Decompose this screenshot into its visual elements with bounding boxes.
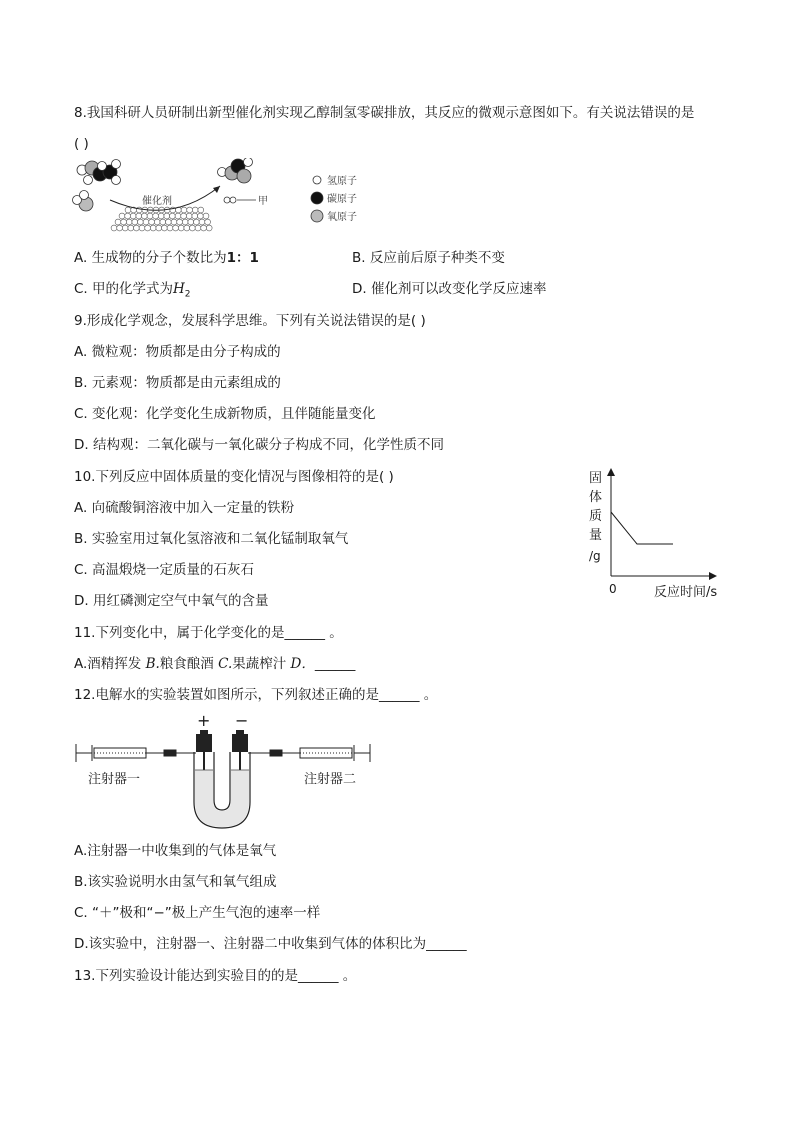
- graph-ylabel-4: 量: [589, 528, 603, 543]
- q10-option-b: B. 实验室用过氧化氢溶液和二氧化锰制取氧气: [74, 531, 349, 547]
- q9-option-d: D. 结构观：二氧化碳与一氧化碳分子构成不同，化学性质不同: [74, 437, 444, 453]
- catalyst-sphere: [175, 213, 181, 219]
- catalyst-sphere: [136, 213, 142, 219]
- legend-oxygen: 氧原子: [327, 212, 357, 223]
- catalyst-sphere: [160, 219, 166, 225]
- catalyst-sphere: [153, 213, 159, 219]
- catalyst-sphere: [187, 207, 193, 213]
- catalyst-sphere: [117, 225, 123, 231]
- catalyst-sphere: [156, 225, 162, 231]
- catalyst-label: 催化剂: [142, 196, 172, 207]
- catalyst-sphere: [190, 225, 196, 231]
- catalyst-sphere: [164, 213, 170, 219]
- q9-option-b: B. 元素观：物质都是由元素组成的: [74, 375, 281, 391]
- graph-curve: [611, 512, 673, 544]
- product-hydrogen: [224, 197, 236, 203]
- reactant-molecule-water: [73, 191, 94, 212]
- catalyst-sphere: [143, 219, 149, 225]
- q8-stem: 8.我国科研人员研制出新型催化剂实现乙醇制氢零碳排放，其反应的微观示意图如下。有关说法错误的是: [74, 105, 695, 121]
- q8-option-c-subscript: 2: [184, 289, 191, 300]
- catalyst-sphere: [147, 213, 153, 219]
- q12-stem: 12.电解水的实验装置如图所示，下列叙述正确的是______ 。: [74, 687, 438, 703]
- atom-legend: [311, 174, 357, 223]
- graph-ylabel-2: 体: [589, 490, 603, 505]
- catalyst-sphere: [125, 213, 131, 219]
- catalyst-sphere: [195, 225, 201, 231]
- catalyst-sphere: [173, 225, 179, 231]
- q10-option-a: A. 向硫酸铜溶液中加入一定量的铁粉: [74, 500, 295, 516]
- q11-option-c-letter: C.: [218, 656, 233, 672]
- reactant-molecule-ethanol: [77, 160, 121, 185]
- water: [195, 770, 249, 827]
- positive-electrode-sign: +: [197, 711, 211, 730]
- catalyst-sphere: [139, 225, 145, 231]
- catalyst-sphere: [182, 219, 188, 225]
- catalyst-sphere: [154, 219, 160, 225]
- legend-hydrogen: 氢原子: [327, 176, 357, 187]
- catalyst-sphere: [121, 219, 127, 225]
- catalyst-sphere: [162, 225, 168, 231]
- catalyst-sphere: [177, 219, 183, 225]
- legend-carbon: 碳原子: [327, 194, 357, 205]
- q8-option-a-text: A. 生成物的分子个数比为: [74, 250, 227, 266]
- graph-ylabel-1: 固: [589, 471, 603, 486]
- q12-option-a: A.注射器一中收集到的气体是氧气: [74, 843, 277, 859]
- q12-option-b: B.该实验说明水由氢气和氧气组成: [74, 874, 277, 890]
- q10-option-c: C. 高温煅烧一定质量的石灰石: [74, 562, 255, 578]
- catalyst-sphere: [119, 213, 125, 219]
- negative-electrode-sign: −: [235, 711, 249, 730]
- q12-electrolysis-apparatus: [72, 710, 382, 832]
- q8-option-c: [74, 280, 191, 304]
- syringe-one: [76, 744, 196, 762]
- catalyst-sphere: [171, 219, 177, 225]
- catalyst-sphere: [138, 219, 144, 225]
- q8-option-c-formula: H: [173, 281, 185, 297]
- catalyst-sphere: [130, 213, 136, 219]
- catalyst-sphere: [132, 219, 138, 225]
- catalyst-sphere: [166, 219, 172, 225]
- catalyst-sphere: [134, 225, 140, 231]
- catalyst-sphere: [198, 207, 204, 213]
- catalyst-sphere: [201, 225, 207, 231]
- catalyst-sphere: [122, 225, 128, 231]
- catalyst-sphere: [184, 225, 190, 231]
- q11-options: [74, 655, 355, 673]
- catalyst-sphere: [192, 207, 198, 213]
- syringe-two-label: 注射器二: [304, 772, 357, 787]
- catalyst-sphere: [128, 225, 134, 231]
- catalyst-sphere: [115, 219, 121, 225]
- catalyst-surface: [111, 207, 212, 231]
- catalyst-sphere: [136, 207, 142, 213]
- catalyst-sphere: [150, 225, 156, 231]
- graph-xlabel: 反应时间/s: [654, 585, 718, 600]
- q8-option-c-text: C. 甲的化学式为: [74, 281, 174, 297]
- catalyst-sphere: [178, 225, 184, 231]
- q8-reaction-diagram: [70, 158, 370, 238]
- q10-mass-time-graph: [585, 466, 725, 602]
- syringe-one-label: 注射器一: [88, 772, 141, 787]
- q10-stem: 10.下列反应中固体质量的变化情况与图像相符的是( ): [74, 469, 394, 485]
- catalyst-sphere: [158, 213, 164, 219]
- catalyst-sphere: [181, 207, 187, 213]
- q8-option-b: B. 反应前后原子种类不变: [352, 250, 505, 266]
- q11-option-a: A.酒精挥发: [74, 656, 146, 672]
- catalyst-sphere: [125, 207, 131, 213]
- catalyst-sphere: [126, 219, 132, 225]
- q11-option-d-letter: D．: [290, 656, 315, 672]
- q11-option-d-blank: ______: [314, 656, 356, 672]
- catalyst-sphere: [198, 213, 204, 219]
- q12-option-d: D.该实验中，注射器一、注射器二中收集到气体的体积比为______: [74, 936, 467, 952]
- catalyst-sphere: [186, 213, 192, 219]
- q10-option-d: D. 用红磷测定空气中氧气的含量: [74, 593, 269, 609]
- product-molecule: [218, 158, 253, 183]
- q9-option-a: A. 微粒观：物质都是由分子构成的: [74, 344, 281, 360]
- catalyst-sphere: [205, 219, 211, 225]
- graph-ylabel-5: /g: [589, 549, 601, 563]
- catalyst-sphere: [194, 219, 200, 225]
- catalyst-sphere: [192, 213, 198, 219]
- q9-stem: 9.形成化学观念，发展科学思维。下列有关说法错误的是( ): [74, 313, 426, 329]
- catalyst-sphere: [111, 225, 117, 231]
- catalyst-sphere: [170, 213, 176, 219]
- electrode-stoppers: [196, 730, 248, 752]
- catalyst-sphere: [188, 219, 194, 225]
- q11-option-c: 果蔬榨汁: [232, 656, 291, 672]
- q9-option-c: C. 变化观：化学变化生成新物质，且伴随能量变化: [74, 406, 376, 422]
- catalyst-sphere: [167, 225, 173, 231]
- q8-option-a-ratio: 1：1: [226, 250, 259, 266]
- catalyst-sphere: [199, 219, 205, 225]
- catalyst-sphere: [206, 225, 212, 231]
- catalyst-sphere: [145, 225, 151, 231]
- graph-origin: 0: [609, 582, 617, 596]
- q11-option-b-letter: B.: [145, 656, 160, 672]
- catalyst-sphere: [149, 219, 155, 225]
- graph-ylabel-3: 质: [589, 509, 603, 524]
- catalyst-sphere: [203, 213, 209, 219]
- catalyst-sphere: [181, 213, 187, 219]
- catalyst-sphere: [142, 213, 148, 219]
- syringe-two: [248, 744, 370, 762]
- q8-answer-bracket: ( ): [74, 136, 89, 152]
- q8-option-d: D. 催化剂可以改变化学反应速率: [352, 281, 547, 297]
- q11-stem: 11.下列变化中，属于化学变化的是______ 。: [74, 625, 343, 641]
- q11-option-b: 粮食酿酒: [159, 656, 219, 672]
- q8-option-a: [74, 249, 259, 267]
- product-jia-label: 甲: [258, 196, 268, 207]
- q13-stem: 13.下列实验设计能达到实验目的的是______ 。: [74, 968, 357, 984]
- q12-option-c: C. “＋”极和“−”极上产生气泡的速率一样: [74, 905, 321, 921]
